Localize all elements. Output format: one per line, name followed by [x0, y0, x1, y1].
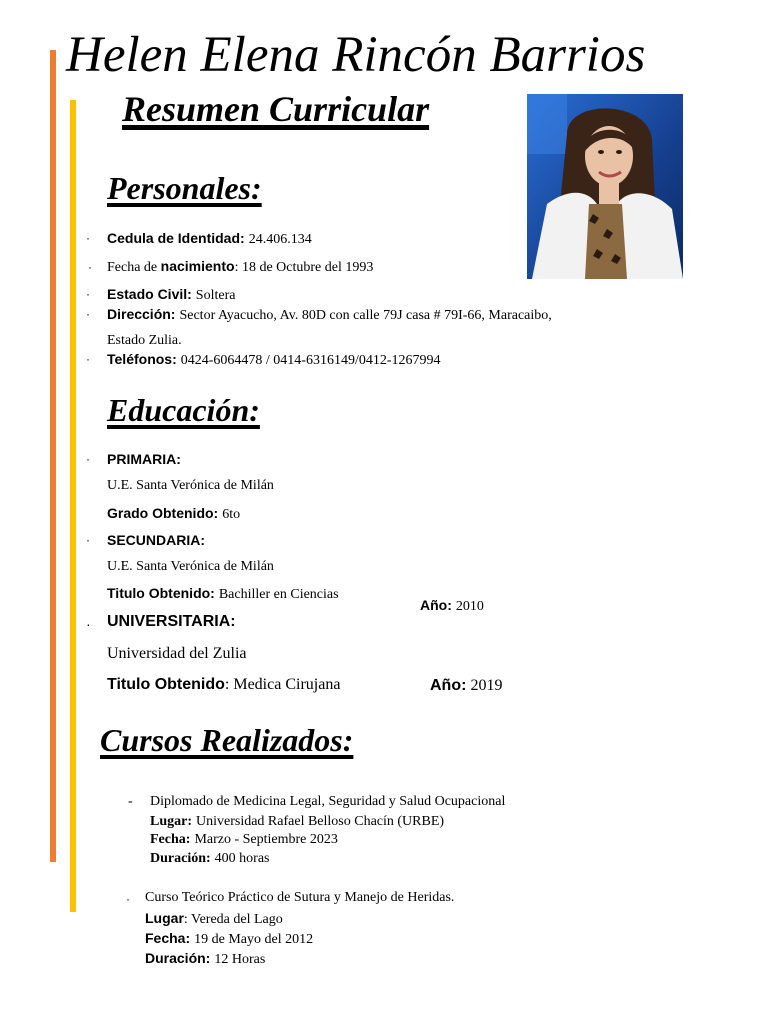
curso-2-duracion-value: 12 Horas: [214, 952, 266, 967]
curso-2-lugar-value: : Vereda del Lago: [183, 912, 283, 927]
secundaria-label: SECUNDARIA:: [107, 532, 205, 548]
secundaria-titulo-label: Titulo Obtenido:: [107, 585, 215, 601]
estado-civil-label: Estado Civil:: [107, 286, 192, 302]
curso-1-duracion-value: 400 horas: [214, 851, 270, 866]
universitaria-label: UNIVERSITARIA:: [107, 613, 236, 630]
section-heading-cursos: Cursos Realizados:: [100, 722, 354, 758]
bullet-icon: ·: [86, 533, 90, 547]
secundaria-titulo-row: [107, 585, 339, 603]
fecha-nacimiento-row: [107, 258, 373, 276]
curso-1-fecha-row: [150, 830, 338, 848]
universitaria-titulo-row: [107, 676, 340, 694]
secundaria-school: U.E. Santa Verónica de Milán: [107, 559, 274, 574]
primaria-school: U.E. Santa Verónica de Milán: [107, 478, 274, 493]
direccion-value-line2: Estado Zulia.: [107, 333, 182, 348]
curso-1-duracion-row: [150, 849, 270, 867]
curso-2-lugar-label: Lugar: [145, 910, 184, 926]
secundaria-titulo-value: Bachiller en Ciencias: [218, 587, 339, 602]
bullet-icon: ·: [86, 287, 90, 301]
person-name: Helen Elena Rincón Barrios: [66, 27, 646, 83]
orange-accent-bar: [50, 50, 56, 862]
curso-2-lugar-row: [145, 910, 283, 928]
document-title: Resumen Curricular: [122, 89, 430, 129]
bullet-icon: ·: [86, 616, 91, 632]
cedula-label: Cedula de Identidad:: [107, 230, 245, 246]
curso-2-title: Curso Teórico Práctico de Sutura y Manejo de Heridas.: [145, 890, 455, 905]
telefonos-label: Teléfonos:: [107, 351, 177, 367]
telefonos-row: [107, 351, 441, 369]
telefonos-value: 0424-6064478 / 0414-6316149/0412-1267994: [180, 353, 441, 368]
curso-1-duracion-label: Duración:: [150, 851, 211, 866]
direccion-label: Dirección:: [107, 306, 176, 322]
cedula-value: 24.406.134: [248, 232, 312, 247]
secundaria-anio-label: Año:: [420, 597, 452, 613]
curso-1-fecha-value: Marzo - Septiembre 2023: [194, 832, 338, 847]
fecha-prefix: Fecha de: [107, 260, 161, 275]
section-heading-personales: Personales:: [107, 170, 262, 206]
curso-2-fecha-label: Fecha:: [145, 930, 191, 946]
fecha-value: : 18 de Octubre del 1993: [234, 260, 374, 275]
universitaria-titulo-value: : Medica Cirujana: [224, 676, 341, 693]
bullet-icon: ·: [86, 352, 90, 366]
primaria-grado-label: Grado Obtenido:: [107, 505, 219, 521]
universitaria-titulo-label: Titulo Obtenido: [107, 676, 225, 693]
primaria-label: PRIMARIA:: [107, 451, 181, 467]
curso-2-fecha-value: 19 de Mayo del 2012: [194, 932, 314, 947]
estado-civil-value: Soltera: [195, 288, 236, 303]
curso-1-title: Diplomado de Medicina Legal, Seguridad y Salud Ocupacional: [150, 794, 506, 809]
fecha-label: nacimiento: [160, 258, 235, 274]
profile-photo: [527, 94, 683, 279]
curso-1-fecha-label: Fecha:: [150, 832, 191, 847]
curso-1-lugar-label: Lugar:: [150, 814, 192, 829]
universitaria-anio-label: Año:: [430, 677, 467, 694]
bullet-icon: ·: [126, 892, 130, 906]
curso-1-lugar-row: [150, 812, 444, 830]
curso-2-duracion-row: [145, 950, 265, 968]
universitaria-school: Universidad del Zulia: [107, 645, 247, 662]
universitaria-anio-value: 2019: [470, 677, 503, 694]
bullet-icon: ·: [86, 452, 90, 466]
curso-1-lugar-value: Universidad Rafael Belloso Chacín (URBE): [196, 814, 445, 829]
bullet-dash-icon: -: [128, 794, 133, 809]
direccion-value: Sector Ayacucho, Av. 80D con calle 79J casa # 79I-66, Maracaibo,: [179, 308, 552, 323]
secundaria-anio-value: 2010: [455, 599, 484, 614]
primaria-grado-value: 6to: [222, 507, 241, 522]
direccion-row: [107, 306, 552, 324]
section-heading-educacion: Educación:: [107, 392, 260, 428]
curso-2-duracion-label: Duración:: [145, 950, 211, 966]
secundaria-anio-row: [420, 597, 484, 615]
primaria-grado-row: [107, 505, 240, 523]
estado-civil-row: [107, 286, 235, 304]
profile-photo-icon: [527, 94, 683, 279]
cedula-row: [107, 230, 312, 248]
universitaria-anio-row: [430, 677, 502, 695]
bullet-icon: ·: [86, 307, 90, 321]
curso-2-fecha-row: [145, 930, 313, 948]
bullet-icon: ·: [86, 231, 90, 245]
yellow-accent-bar: [70, 100, 76, 912]
bullet-icon: ·: [88, 260, 92, 274]
